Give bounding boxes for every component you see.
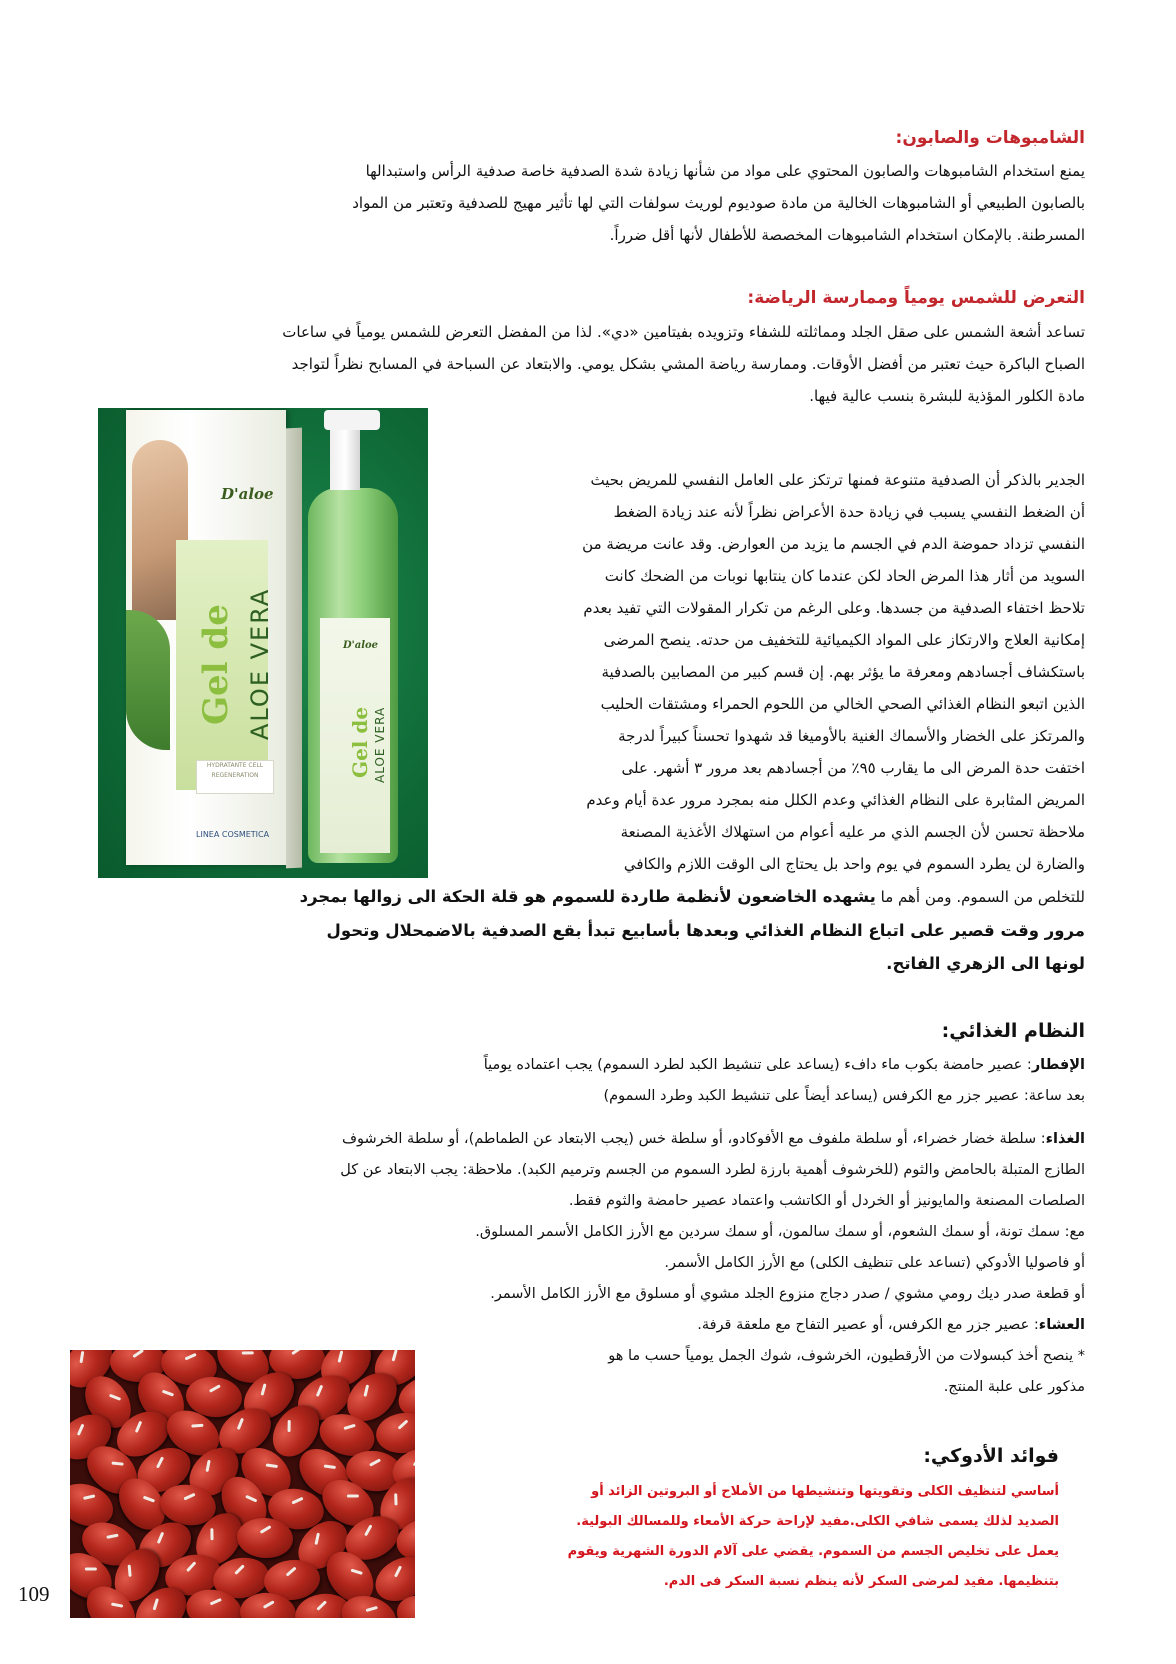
text-line: يعمل على تخليص الجسم من السموم. يقضي على آلام الدورة الشهرية ويقوم: [567, 1544, 1059, 1559]
breakfast-text: : عصير حامضة بكوب ماء دافء (يساعد على تنشيط الكبد لطرد السموم) يجب اعتماده يومياً: [483, 1057, 1032, 1073]
text-line: الطازج المتبلة بالحامض والثوم (للخرشوف أهمية بارزة لطرد السموم من الجسم وترميم الكبد). ملاحظة: يجب الابتعاد عن كل: [340, 1162, 1085, 1178]
with-line: أو قطعة صدر ديك رومي مشوي / صدر دجاج منزوع الجلد مشوي أو مسلوق مع الأرز الكامل الأسمر.: [490, 1286, 1085, 1302]
paragraph-shampoo: [90, 155, 1085, 251]
text-line: الصلصات المصنعة والمايونيز أو الخردل أو الكاتشب واعتماد عصير حامضة والثوم فقط.: [568, 1193, 1085, 1209]
diet-note-block: [485, 1341, 1085, 1403]
text-line: ملاحظة تحسن لأن الجسم الذي مر عليه أعوام من استهلاك الأغذية المصنعة: [620, 823, 1085, 841]
adzuki-beans-photo: [70, 1350, 415, 1618]
bottle-gel-text: Gel de: [348, 706, 372, 778]
product-photo-aloe-vera: [98, 408, 428, 878]
text-line: الذين اتبعو النظام الغذائي الصحي الخالي من اللحوم الحمراء ومشتقات الحليب: [600, 695, 1085, 713]
heading-adzuki: فوائد الأدوكي:: [923, 1445, 1059, 1467]
heading-shampoo: الشامبوهات والصابون:: [895, 128, 1085, 148]
box-linea-label: LINEA COSMETICA: [196, 830, 270, 839]
dinner-line: [90, 1310, 1085, 1341]
text-line: أن الضغط النفسي يسبب في زيادة حدة الأعراض نظراً لأنه عند زيادة الضغط: [613, 503, 1085, 521]
text-line: إمكانية العلاج والارتكاز على المواد الكيميائية للتخفيف من حدته. ينصح المرضى: [603, 631, 1085, 649]
text-line: أساسي لتنظيف الكلى وتقويتها وتنشيطها من الأملاح أو البروتين الزائد أو: [591, 1484, 1059, 1499]
bottle-neck: [330, 420, 360, 490]
text-bold: يشهده الخاضعون لأنظمة طاردة للسموم هو قلة الحكة الى زوالها بمجرد: [299, 887, 876, 906]
text-line: بالصابون الطبيعي أو الشامبوهات الخالية من مادة صوديوم لوريث سولفات التي لها تأثير مهيج للصدفية وتعتبر من المواد: [352, 194, 1085, 212]
lunch-label: الغذاء: [1045, 1131, 1085, 1147]
text-normal: للتخلص من السموم. ومن أهم ما: [880, 888, 1085, 906]
text-line: والضارة لن يطرد السموم في يوم واحد بل يحتاج الى الوقت اللازم والكافي: [623, 855, 1085, 873]
page-number: 109: [18, 1582, 50, 1606]
aloe-leaf-image: [126, 610, 170, 750]
heading-diet: النظام الغذائي:: [941, 1020, 1085, 1042]
dinner-text: : عصير جزر مع الكرفس، أو عصير التفاح مع ملعقة قرفة.: [697, 1317, 1039, 1333]
diet-lunch-block: [90, 1124, 1085, 1341]
note-line: * ينصح أخذ كبسولات من الأرقطيون، الخرشوف، شوك الجمل يومياً حسب ما هو: [608, 1348, 1085, 1364]
text-line: المريض المثابرة على النظام الغذائي وعدم الكلل منه بمجرد مرور عدة أيام وعدم: [586, 791, 1085, 809]
with-line: مع: سمك تونة، أو سمك الشعوم، أو سمك سالمون، أو سمك سردين مع الأرز الكامل الأسمر المسلوق.: [475, 1224, 1085, 1240]
text-line: تساعد أشعة الشمس على صقل الجلد ومماثلته للشفاء وتزويده بفيتامين «دي». لذا من المفضل التعرض للشمس يومياً في ساعات: [282, 323, 1085, 341]
diet-breakfast-block: [90, 1050, 1085, 1112]
text-line: السويد من أثار هذا المرض الحاد لكن عندما كان ينتابها نوبات من الضحك كانت: [604, 567, 1085, 585]
text-line: الصديد لذلك يسمى شافي الكلى.مفيد لإراحة حركة الأمعاء وللمسالك البولية.: [576, 1514, 1059, 1529]
lunch-text: : سلطة خضار خضراء، أو سلطة ملفوف مع الأفوكادو، أو سلطة خس (يجب الابتعاد عن الطماطم)، أو سلطة الخرشوف: [341, 1131, 1046, 1147]
bottle-brand-logo: D'aloe: [343, 640, 379, 651]
breakfast-label: الإفطار: [1031, 1057, 1085, 1073]
text-line: يمنع استخدام الشامبوهات والصابون المحتوي على مواد من شأنها زيادة شدة الصدفية خاصة صدفية الرأس واستبدالها: [365, 162, 1085, 180]
box-moist-label: HYDRATANTE CELL REGENERATION: [196, 760, 274, 794]
box-aloe-text: ALOE VERA: [246, 587, 274, 740]
text-line-bold: مرور وقت قصير على اتباع النظام الغذائي وبعدها بأسابيع تبدأ بقع الصدفية بالاضمحلال وتحول: [326, 921, 1085, 940]
text-line: باستكشاف أجسادهم ومعرفة ما يؤثر بهم. إن قسم كبير من المصابين بالصدفية: [601, 663, 1085, 681]
text-line: مادة الكلور المؤذية للبشرة بنسب عالية فيها.: [809, 387, 1085, 405]
paragraph-psych: [453, 464, 1085, 880]
text-line: بتنظيمها. مفيد لمرضى السكر لأنه ينظم نسبة السكر فى الدم.: [663, 1574, 1059, 1589]
text-line: والمرتكز على الخضار والأسماك الغنية بالأوميغا قد شهدوا تحسناً كبيراً لدرجة: [618, 727, 1085, 745]
after-hour-line: بعد ساعة: عصير جزر مع الكرفس (يساعد أيضاً على تنشيط الكبد وطرد السموم): [603, 1088, 1085, 1104]
paragraph-adzuki-benefits: [439, 1477, 1059, 1597]
text-line: الصباح الباكرة حيث تعتبر من أفضل الأوقات. وممارسة رياضة المشي بشكل يومي. والابتعاد عن السباحة في المسابح نظراً لتواجد: [291, 355, 1085, 373]
bottle-aloe-text: ALOE VERA: [373, 706, 387, 783]
product-box-side: [286, 428, 302, 869]
text-line: المسرطنة. بالإمكان استخدام الشامبوهات المخصصة للأطفال لأنها أقل ضرراً.: [609, 226, 1085, 244]
box-gel-text: Gel de: [196, 604, 236, 725]
with-line: أو فاصوليا الأدوكي (تساعد على تنظيف الكلى) مع الأرز الكامل الأسمر.: [664, 1255, 1085, 1271]
lunch-line: [90, 1124, 1085, 1155]
text-line-bold: لونها الى الزهري الفاتح.: [886, 954, 1085, 973]
product-box: [126, 410, 286, 865]
text-line: النفسي تزداد حموضة الدم في الجسم ما يزيد من العوارض. وقد عانت مريضة من: [582, 535, 1085, 553]
paragraph-psych-conclusion: [90, 880, 1085, 980]
heading-sun: التعرض للشمس يومياً وممارسة الرياضة:: [747, 288, 1085, 308]
text-line: [90, 880, 1085, 914]
bottle-pump: [324, 410, 380, 430]
text-line: اختفت حدة المرض الى ما يقارب ٩٥٪ من أجسادهم بعد مرور ٣ أشهر. على: [621, 759, 1085, 777]
note-line: مذكور على علبة المنتج.: [943, 1379, 1085, 1395]
breakfast-line: [90, 1050, 1085, 1081]
paragraph-sun: [90, 316, 1085, 412]
text-line: تلاحظ اختفاء الصدفية من جسدها. وعلى الرغم من تكرار المقولات التي تفيد بعدم: [583, 599, 1085, 617]
dinner-label: العشاء: [1038, 1317, 1085, 1333]
box-brand-logo: D'aloe: [221, 485, 274, 503]
text-line: الجدير بالذكر أن الصدفية متنوعة فمنها ترتكز على العامل النفسي للمريض بحيث: [590, 471, 1085, 489]
